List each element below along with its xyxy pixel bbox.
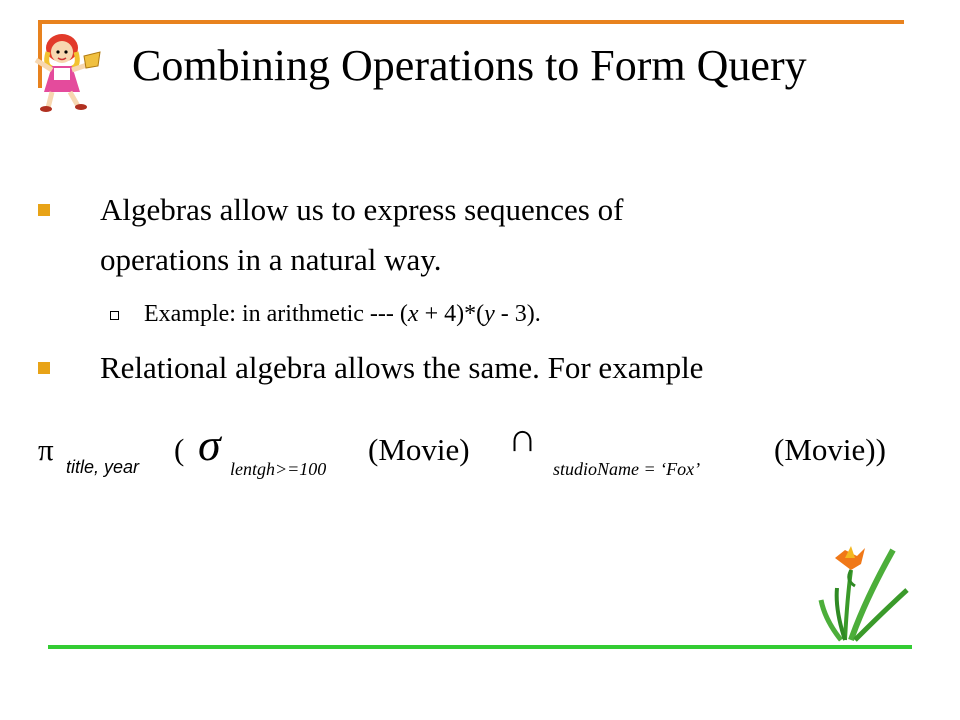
example-suffix: - 3). [494,301,541,327]
pi-symbol: π [38,432,54,467]
bullet-marker [38,204,50,216]
bullet-marker [38,362,50,374]
pi-subscript: title, year [66,457,140,477]
var-x: x [407,301,419,327]
frame-top-bar [38,20,904,24]
sigma-symbol: σ [198,419,221,470]
bullet-1-line-1: Algebras allow us to express sequences of [100,192,624,227]
intersection-symbol: ∩ [508,415,537,460]
var-y: y [484,301,495,327]
bullet-2-line-1: Relational algebra allows the same. For example [100,350,704,385]
sigma-subscript: lentgh>=100 [230,459,327,479]
sub-bullet-marker [110,311,119,320]
movie-relation-2: (Movie)) [774,432,886,467]
relational-algebra-formula [38,415,918,486]
movie-relation-1: (Movie) [368,432,470,467]
bullet-1-line-2: operations in a natural way. [100,242,442,277]
sub-bullet-text [144,299,541,329]
example-mid: + 4)*( [418,301,485,327]
bottom-rule [48,645,912,649]
cartoon-girl-icon [34,30,118,112]
flower-icon [815,540,913,642]
example-prefix: Example: in arithmetic --- ( [144,301,408,327]
slide-title: Combining Operations to Form Query [132,41,807,90]
intersection-subscript: studioName = ‘Fox’ [553,459,701,479]
open-paren: ( [174,432,185,467]
